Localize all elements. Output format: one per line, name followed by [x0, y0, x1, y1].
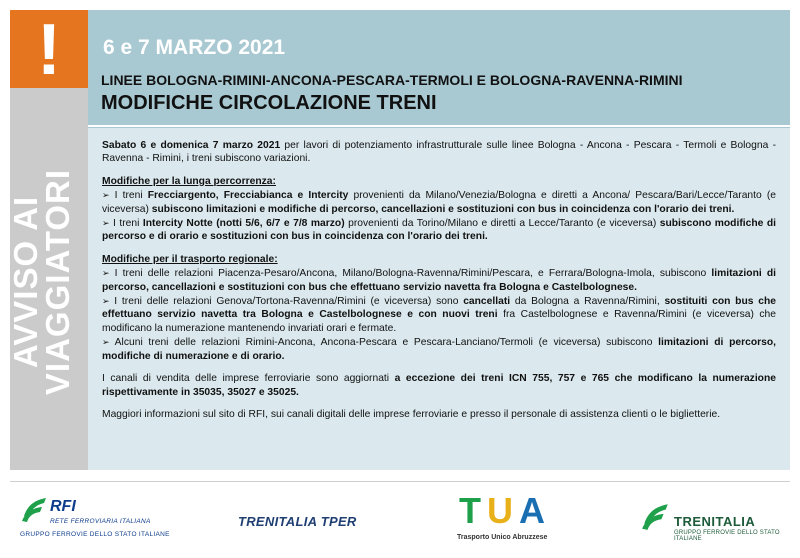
main-title: MODIFICHE CIRCOLAZIONE TRENI — [101, 92, 437, 114]
bullet-text: I treni delle relazioni Piacenza-Pesaro/Ancona, Milano/Bologna-Ravenna/Rimini/Pescara, e Ferrara/Bologna-Imola, subiscono — [109, 268, 712, 280]
bullet-text: fra Castelbolognese e Ravenna/Rimini (e viceversa) che modificano la numerazione mantenendo invariati orari e fermate. — [102, 309, 777, 334]
bullet-bold: subiscono modifiche di percorso e di orario e sostituzioni con bus in coincidenza con l'orario dei treni. — [102, 218, 776, 243]
bullet-bold: Intercity Notte (notti 5/6, 6/7 e 7/8 marzo) — [142, 218, 345, 230]
regional-bullet-3 — [102, 336, 776, 363]
bullet-text: I treni — [109, 218, 143, 230]
fs-arrows-icon — [20, 494, 48, 524]
arrow-bullet-icon: ➢ — [102, 268, 110, 279]
bullet-bold: Frecciargento, Frecciabianca e Intercity — [147, 190, 349, 202]
intro-text: per lavori di potenziamento infrastrutturale sulle linee Bologna - Ancona - Pescara - Termoli e Bologna - Ravenna - Rimini, i treni subiscono variazioni. — [102, 140, 776, 165]
date-title: 6 e 7 MARZO 2021 — [103, 36, 286, 59]
exclamation-icon: ! — [37, 10, 61, 90]
intro-paragraph — [102, 139, 776, 166]
bullet-bold: cancellati — [463, 296, 511, 308]
footer-divider — [10, 481, 790, 482]
notice-body — [88, 128, 790, 470]
rfi-group: GRUPPO FERROVIE DELLO STATO ITALIANE — [20, 531, 170, 538]
regional-bullet-2 — [102, 295, 776, 335]
tua-subtitle: Trasporto Unico Abruzzese — [457, 534, 548, 541]
tua-letter: T — [459, 490, 487, 531]
trenitalia-group: GRUPPO FERROVIE DELLO STATO ITALIANE — [674, 530, 780, 542]
arrow-bullet-icon: ➢ — [102, 218, 110, 229]
long-distance-bullet-1 — [102, 189, 776, 216]
alert-box — [10, 10, 88, 88]
notice-text — [102, 139, 776, 430]
sales-bold: a eccezione dei treni ICN 755, 757 e 765 che modificano la numerazione rispettivamente in 35035, 35027 e 35025. — [102, 373, 776, 398]
arrow-bullet-icon: ➢ — [102, 190, 110, 201]
long-distance-bullet-2 — [102, 217, 776, 244]
bullet-text: I treni — [109, 190, 148, 202]
tua-letters — [459, 490, 551, 532]
section-regional-heading: Modifiche per il trasporto regionale: — [102, 253, 278, 265]
vertical-title-line1: AVVISO AI — [7, 195, 44, 369]
bullet-bold: sostituiti con bus che effettuano servizio navetta tra Bologna e Castelbolognese e con nuovi treni — [102, 296, 776, 321]
bullet-text: provenienti da Milano/Venezia/Bologna e diretti a Ancona/ Pescara/Bari/Lecce/Taranto (e viceversa) — [102, 190, 776, 215]
rfi-subtitle: RETE FERROVIARIA ITALIANA — [50, 518, 151, 525]
regional-bullet-1 — [102, 267, 776, 294]
vertical-title — [7, 117, 88, 447]
bullet-text: I treni delle relazioni Genova/Tortona-Ravenna/Rimini (e viceversa) sono — [109, 296, 464, 308]
notice-header — [88, 10, 790, 128]
tua-letter: A — [519, 490, 551, 531]
tua-letter: U — [487, 490, 519, 531]
bullet-text: provenienti da Torino/Milano e diretti a Lecce/Taranto (e viceversa) — [344, 218, 660, 230]
bullet-bold: limitazioni di percorso, cancellazioni e sostituzioni con bus che effettuano servizio navetta fra Bologna e Castelbolognese. — [102, 268, 777, 293]
rfi-logo — [20, 494, 170, 544]
header-divider — [88, 125, 790, 127]
footer-logos — [10, 484, 790, 554]
intro-date: Sabato 6 e domenica 7 marzo 2021 — [102, 140, 281, 151]
bullet-text: da Bologna a Ravenna/Rimini, — [510, 296, 665, 308]
arrow-bullet-icon: ➢ — [102, 296, 110, 307]
tua-logo — [455, 490, 550, 550]
bullet-bold: subiscono limitazioni e modifiche di percorso, cancellazioni e sostituzioni con bus in coincidenza con l'orario dei treni. — [151, 203, 735, 215]
trenitalia-logo — [640, 496, 790, 546]
trenitalia-tper-logo: TRENITALIA TPER — [238, 514, 357, 529]
rfi-name: RFI — [50, 498, 76, 515]
lines-title: LINEE BOLOGNA-RIMINI-ANCONA-PESCARA-TERMOLI E BOLOGNA-RAVENNA-RIMINI — [101, 72, 683, 88]
vertical-title-line2: VIAGGIATORI — [39, 168, 76, 396]
sales-paragraph — [102, 372, 776, 399]
trenitalia-name: TRENITALIA — [674, 514, 756, 529]
more-info-paragraph: Maggiori informazioni sul sito di RFI, sui canali digitali delle imprese ferroviarie e presso il personale di assistenza clienti o le biglietterie. — [102, 408, 721, 420]
fs-arrows-icon — [640, 500, 670, 532]
arrow-bullet-icon: ➢ — [102, 337, 110, 348]
sales-text: I canali di vendita delle imprese ferroviarie sono aggiornati — [102, 373, 395, 385]
bullet-text: Alcuni treni delle relazioni Rimini-Ancona, Ancona-Pescara e Pescara-Lanciano/Termoli (e viceversa) subiscono — [109, 337, 659, 349]
section-long-distance-heading: Modifiche per la lunga percorrenza: — [102, 175, 276, 187]
bullet-bold: limitazioni di percorso, modifiche di numerazione e di orario. — [102, 337, 776, 362]
